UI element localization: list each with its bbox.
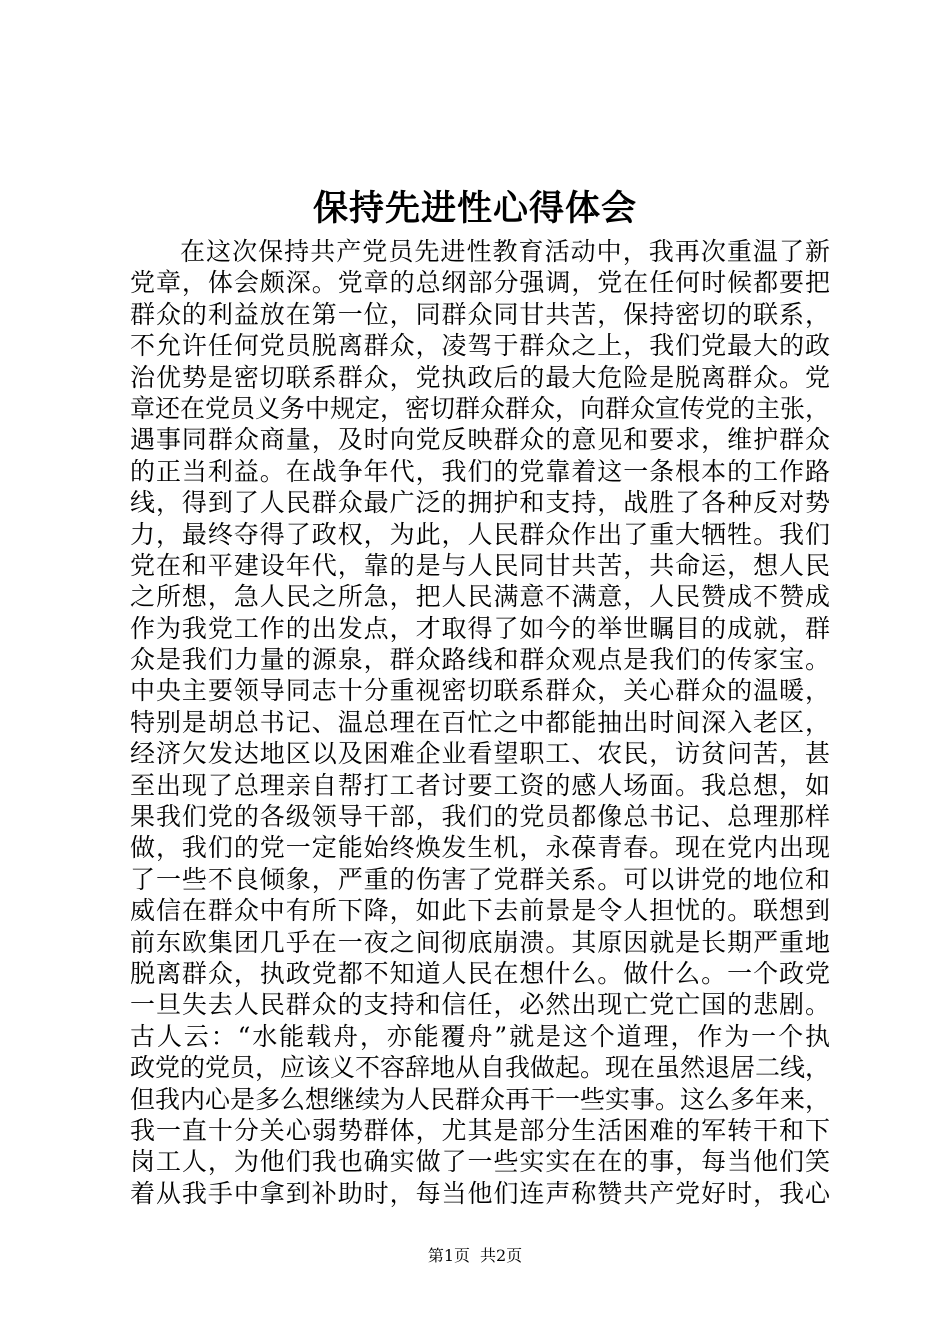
text-line: 党章，体会颇深。党章的总纲部分强调，党在任何时候都要把 (130, 268, 830, 298)
text-line: 不允许任何党员脱离群众，凌驾于群众之上，我们党最大的政 (130, 331, 830, 361)
text-line: 脱离群众，执政党都不知道人民在想什么。做什么。一个政党 (130, 958, 830, 988)
text-line: 做，我们的党一定能始终焕发生机，永葆青春。现在党内出现 (130, 833, 830, 863)
text-line: 威信在群众中有所下降，如此下去前景是令人担忧的。联想到 (130, 896, 830, 926)
text-line: 了一些不良倾象，严重的伤害了党群关系。可以讲党的地位和 (130, 864, 830, 894)
text-line: 群众的利益放在第一位，同群众同甘共苦，保持密切的联系， (130, 299, 830, 329)
text-line: 作为我党工作的出发点，才取得了如今的举世瞩目的成就，群 (130, 613, 830, 643)
page-number: 第1页 (427, 1246, 470, 1265)
text-line: 至出现了总理亲自帮打工者讨要工资的感人场面。我总想，如 (130, 770, 830, 800)
text-line: 经济欠发达地区以及困难企业看望职工、农民，访贫问苦，甚 (130, 739, 830, 769)
text-line: 之所想，急人民之所急，把人民满意不满意，人民赞成不赞成 (130, 582, 830, 612)
text-line: 着从我手中拿到补助时，每当他们连声称赞共产党好时，我心 (130, 1178, 830, 1208)
text-line: 在这次保持共产党员先进性教育活动中，我再次重温了新 (180, 237, 830, 266)
text-line: 的正当利益。在战争年代，我们的党靠着这一条根本的工作路 (130, 456, 830, 486)
text-line: 我一直十分关心弱势群体，尤其是部分生活困难的军转干和下 (130, 1115, 830, 1145)
page-footer (0, 1245, 950, 1267)
text-line: 特别是胡总书记、温总理在百忙之中都能抽出时间深入老区， (130, 707, 830, 737)
text-line: 政党的党员，应该义不容辞地从自我做起。现在虽然退居二线， (130, 1053, 830, 1083)
text-line: 章还在党员义务中规定，密切群众群众，向群众宣传党的主张， (130, 393, 830, 423)
page-total: 共2页 (480, 1246, 523, 1265)
text-line: 治优势是密切联系群众，党执政后的最大危险是脱离群众。党 (130, 362, 830, 392)
text-line: 力，最终夺得了政权，为此，人民群众作出了重大牺牲。我们 (130, 519, 830, 549)
text-line: 岗工人，为他们我也确实做了一些实实在在的事，每当他们笑 (130, 1147, 830, 1177)
page-title: 保持先进性心得体会 (312, 188, 637, 229)
text-line: 古人云：“水能载舟，亦能覆舟”就是这个道理，作为一个执 (130, 1021, 830, 1051)
body-paragraph (130, 236, 830, 1209)
text-line: 中央主要领导同志十分重视密切联系群众，关心群众的温暖， (130, 676, 830, 706)
text-line: 众是我们力量的源泉，群众路线和群众观点是我们的传家宝。 (130, 645, 830, 675)
text-line: 党在和平建设年代，靠的是与人民同甘共苦，共命运，想人民 (130, 550, 830, 580)
text-line: 前东欧集团几乎在一夜之间彻底崩溃。其原因就是长期严重地 (130, 927, 830, 957)
text-line: 一旦失去人民群众的支持和信任，必然出现亡党亡国的悲剧。 (130, 990, 830, 1020)
text-line: 果我们党的各级领导干部，我们的党员都像总书记、总理那样 (130, 802, 830, 832)
text-line: 但我内心是多么想继续为人民群众再干一些实事。这么多年来， (130, 1084, 830, 1114)
text-line: 线，得到了人民群众最广泛的拥护和支持，战胜了各种反对势 (130, 488, 830, 518)
text-line: 遇事同群众商量，及时向党反映群众的意见和要求，维护群众 (130, 425, 830, 455)
